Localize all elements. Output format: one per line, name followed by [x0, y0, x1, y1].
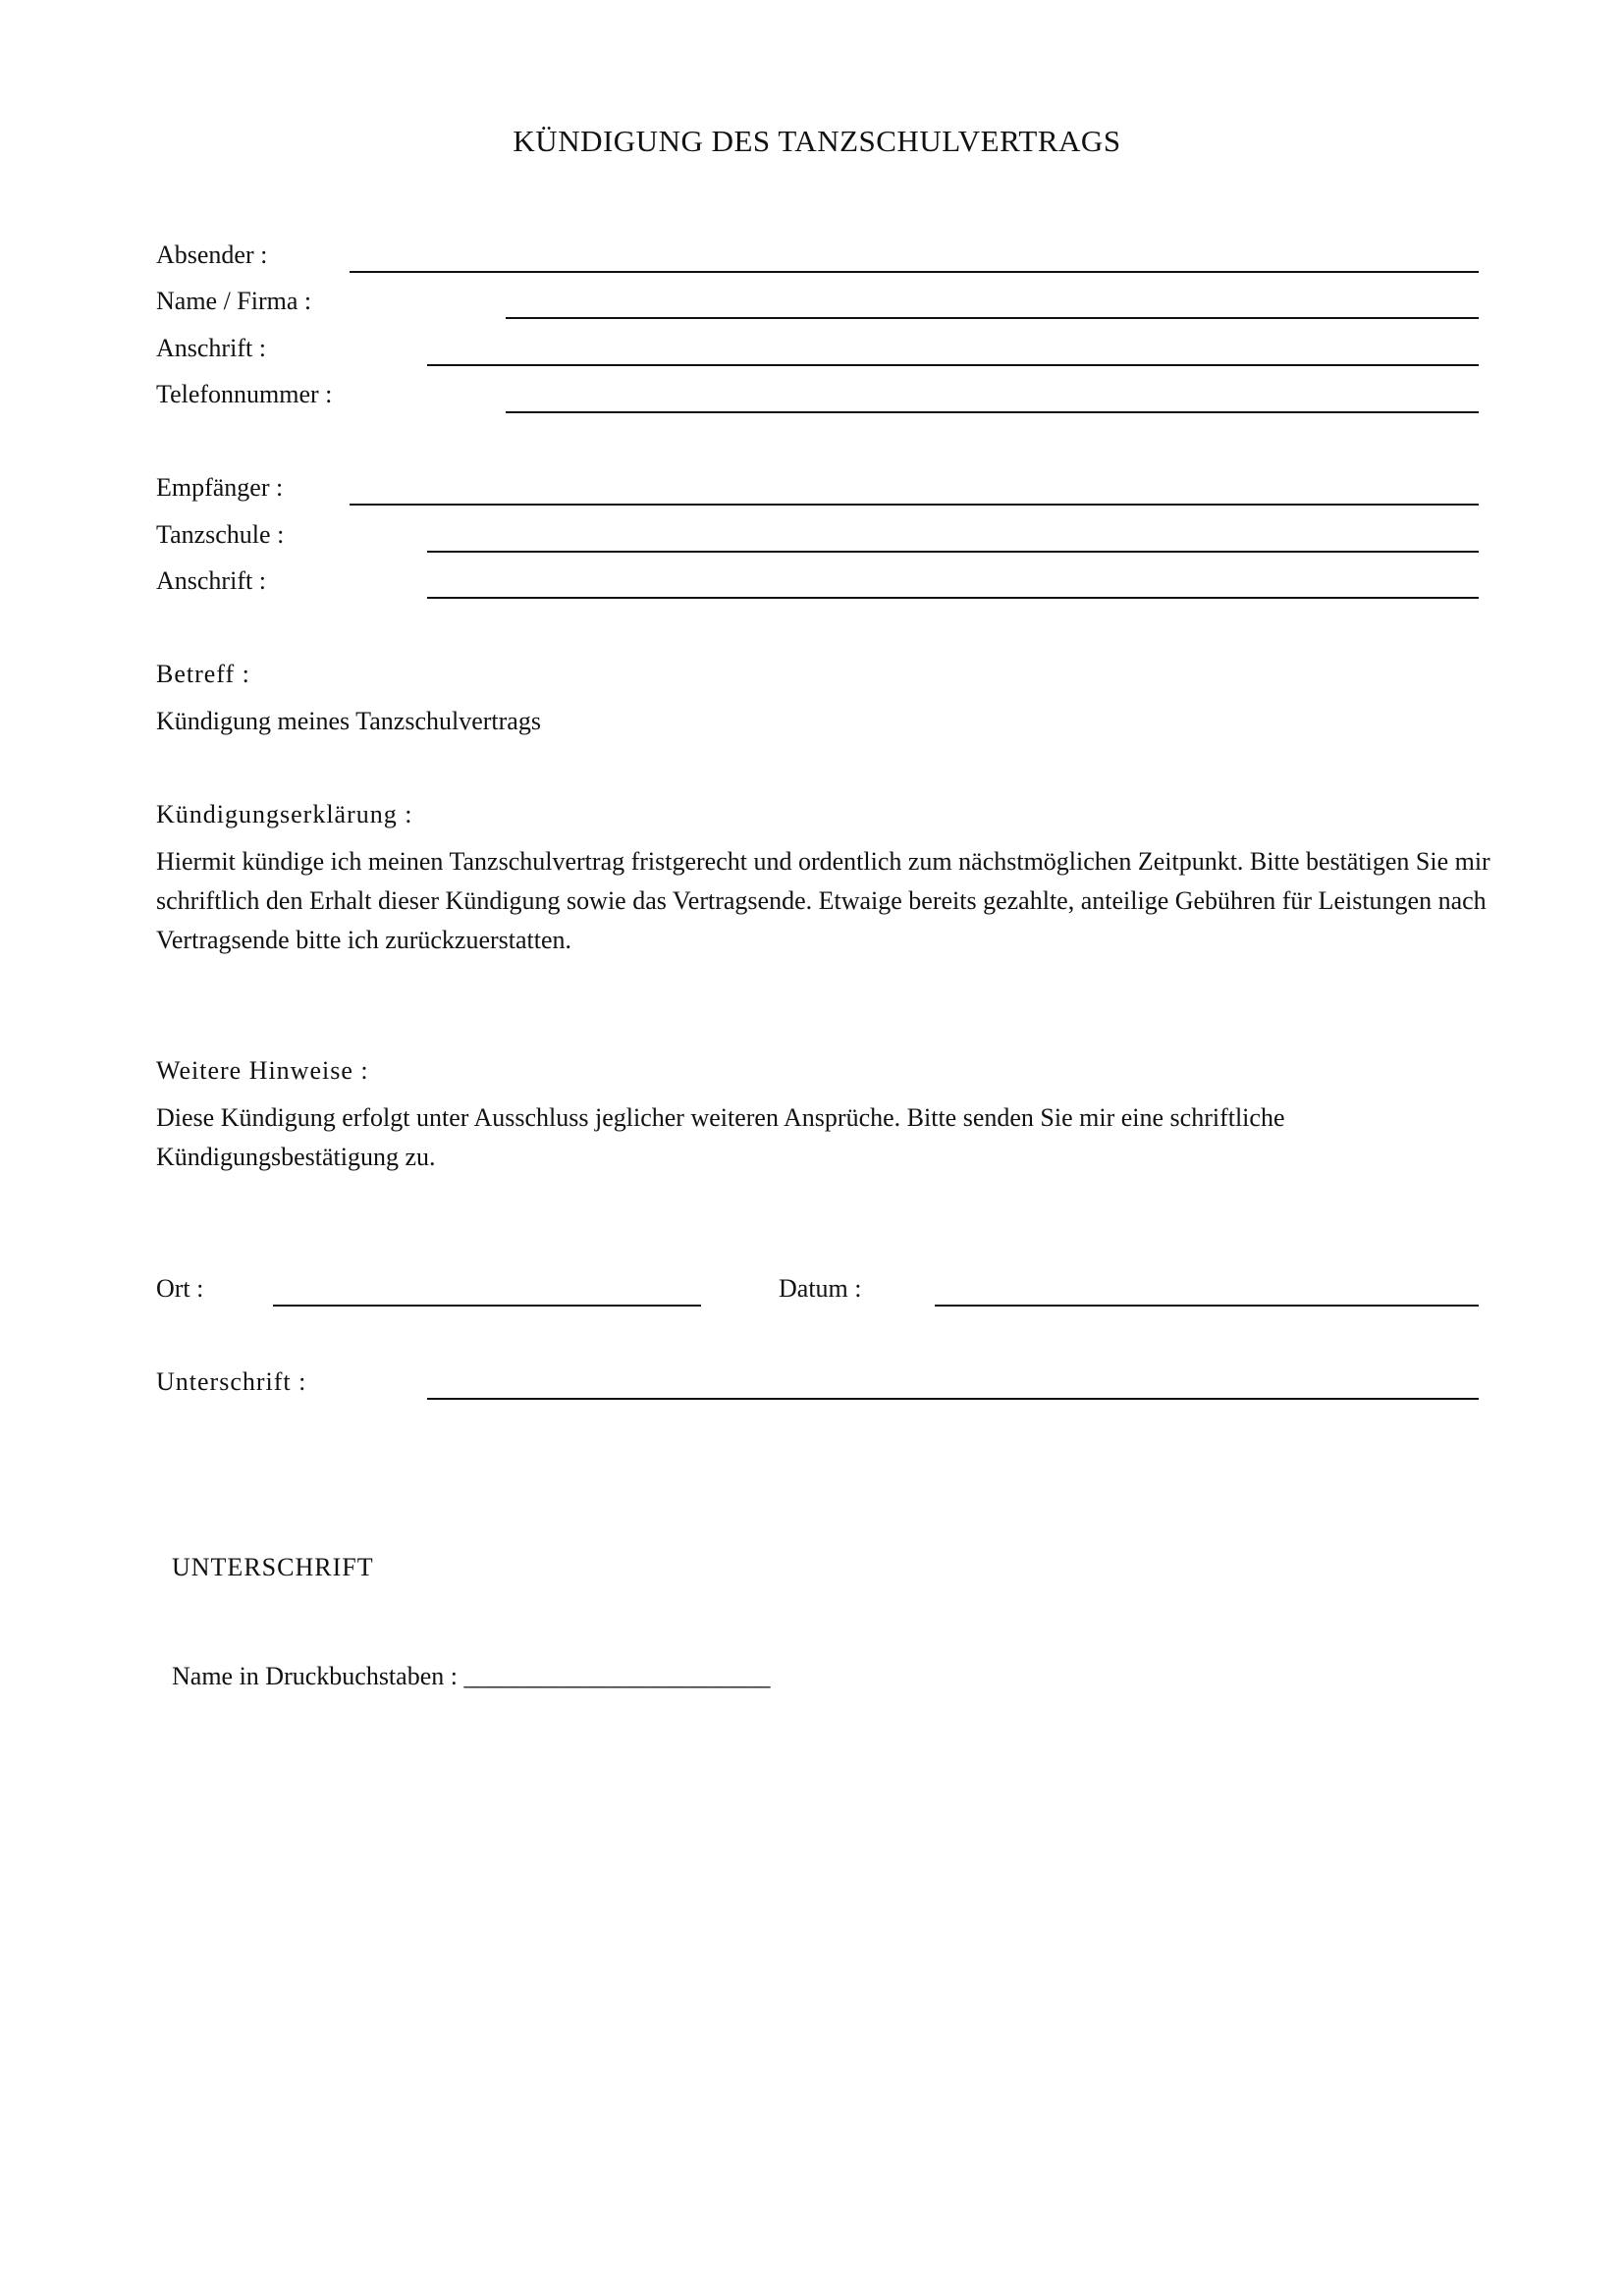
sender-address-label: Anschrift : [156, 334, 266, 362]
recipient-address-label: Anschrift : [156, 566, 266, 595]
document-title: KÜNDIGUNG DES TANZSCHULVERTRAGS [513, 124, 1121, 158]
sender-heading: Absender : [156, 240, 268, 269]
sender-name-line[interactable] [506, 317, 1479, 319]
recipient-heading: Empfänger : [156, 473, 284, 502]
signature-label: Unterschrift : [156, 1367, 307, 1396]
date-line[interactable] [935, 1305, 1479, 1307]
notes-text: Diese Kündigung erfolgt unter Ausschluss jeglicher weiteren Ansprüche. Bitte senden Sie mir eine schriftliche Kündigungsbestätigung zu. [156, 1103, 1285, 1171]
declaration-heading: Kündigungserklärung : [156, 800, 413, 828]
sender-phone-label: Telefonnummer : [156, 380, 333, 408]
subject-heading: Betreff : [156, 660, 250, 688]
date-label: Datum : [779, 1274, 862, 1303]
recipient-line[interactable] [350, 504, 1479, 506]
place-label: Ort : [156, 1274, 204, 1303]
declaration-text: Hiermit kündige ich meinen Tanzschulvertrag fristgerecht und ordentlich zum nächstmöglichen Zeitpunkt. Bitte bestätigen Sie mir schriftlich den Erhalt dieser Kündigung sowie das Vertragsende. Etwaige bereits gezahlte, anteilige Gebühren für Leistungen nach Vertragsende bitte ich zurückzuerstatten. [156, 847, 1490, 954]
subject-text: Kündigung meines Tanzschulvertrags [156, 707, 541, 735]
print-name-field[interactable]: Name in Druckbuchstaben : ________________________ [172, 1662, 771, 1690]
recipient-school-label: Tanzschule : [156, 520, 285, 549]
signature-line[interactable] [427, 1398, 1479, 1400]
sender-line[interactable] [350, 271, 1479, 273]
footer-heading: UNTERSCHRIFT [172, 1553, 374, 1581]
place-line[interactable] [273, 1305, 701, 1307]
sender-phone-line[interactable] [506, 411, 1479, 413]
recipient-address-line[interactable] [427, 597, 1479, 599]
sender-address-line[interactable] [427, 364, 1479, 366]
sender-name-label: Name / Firma : [156, 287, 312, 315]
recipient-school-line[interactable] [427, 551, 1479, 553]
notes-heading: Weitere Hinweise : [156, 1056, 369, 1085]
